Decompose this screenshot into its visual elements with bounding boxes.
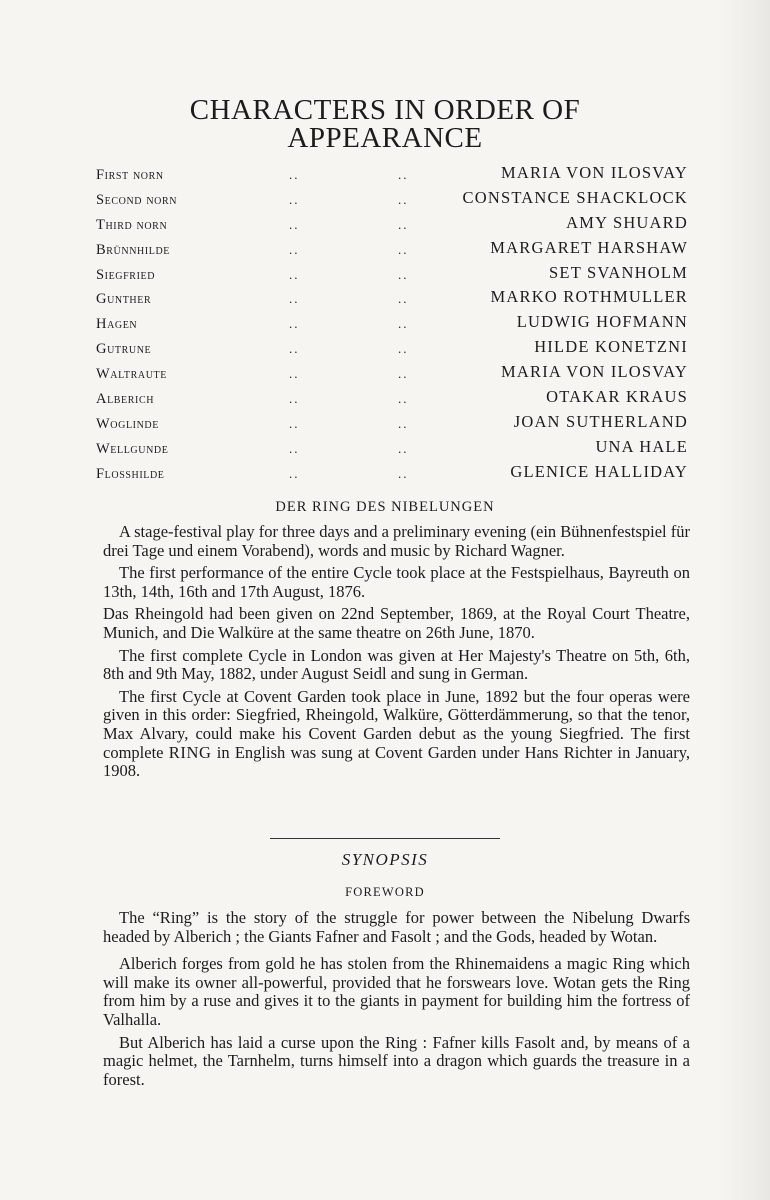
role-name: Woglinde [96, 415, 159, 432]
leader-dots: .. [398, 316, 409, 332]
leader-dots: .. [289, 241, 300, 257]
actor-name: AMY SHUARD [566, 212, 688, 232]
actor-name: MARIA VON ILOSVAY [501, 362, 688, 382]
cast-row [96, 337, 688, 362]
ring-paragraph: The first performance of the entire Cycle took place at the Festspielhaus, Bayreuth on 13th, 14th, 16th and 17th August, 1876. [103, 563, 690, 601]
ring-paragraph: Das Rheingold had been given on 22nd September, 1869, at the Royal Court Theatre, Munich, and Die Walküre at the same theatre on 26th June, 1870. [103, 604, 690, 642]
role-name: Wellgunde [96, 440, 169, 457]
leader-dots: .. [398, 366, 409, 382]
cast-row [96, 312, 688, 337]
actor-name: UNA HALE [595, 436, 688, 456]
role-name: Siegfried [96, 266, 156, 283]
role-name: Flosshilde [96, 465, 165, 482]
synopsis-paragraph: The “Ring” is the story of the struggle for power between the Nibelung Dwarfs headed by Alberich ; the Giants Fafner and Fasolt ; and the Gods, headed by Wotan. [103, 908, 690, 946]
actor-name: SET SVANHOLM [549, 262, 688, 282]
leader-dots: .. [289, 366, 300, 382]
actor-name: MARGARET HARSHAW [490, 237, 688, 257]
page-edge-shadow [718, 0, 770, 1200]
leader-dots: .. [289, 391, 300, 407]
leader-dots: .. [289, 216, 300, 232]
leader-dots: .. [289, 191, 300, 207]
leader-dots: .. [398, 291, 409, 307]
cast-row [96, 238, 688, 263]
leader-dots: .. [398, 241, 409, 257]
leader-dots: .. [289, 316, 300, 332]
ring-small-caps: RING [168, 742, 212, 762]
actor-name: GLENICE HALLIDAY [510, 461, 688, 481]
ring-paragraph [103, 647, 690, 684]
page-title-line-2: APPEARANCE [287, 122, 483, 154]
actor-name: LUDWIG HOFMANN [516, 312, 688, 332]
role-name: Second norn [96, 191, 178, 208]
leader-dots: .. [398, 167, 409, 182]
cast-row [96, 412, 688, 437]
cast-row [96, 462, 688, 487]
cast-list [96, 163, 688, 487]
role-name: Alberich [96, 391, 155, 408]
leader-dots: .. [289, 415, 300, 431]
cast-row [96, 287, 688, 312]
ring-heading: DER RING DES NIBELUNGEN [275, 499, 495, 515]
cast-row [96, 163, 688, 188]
role-name: Third norn [96, 216, 168, 233]
leader-dots: .. [398, 415, 409, 431]
leader-dots: .. [398, 465, 409, 481]
synopsis-paragraph: Alberich forges from gold he has stolen from the Rhinemaidens a magic Ring which will make its owner all-powerful, provided that he forswears love. Wotan gets the Ring from him by a ruse and gives it to the giants in payment for building him the fortress of Valhalla. [103, 954, 690, 1029]
actor-name: HILDE KONETZNI [534, 337, 688, 357]
leader-dots: .. [289, 341, 300, 357]
cast-row [96, 362, 688, 387]
leader-dots: .. [289, 266, 300, 282]
synopsis-heading: SYNOPSIS [341, 850, 429, 869]
ring-paragraph [103, 688, 690, 781]
leader-dots: .. [398, 440, 409, 456]
cast-row [96, 213, 688, 238]
page-title-line-1: CHARACTERS IN ORDER OF [189, 94, 581, 126]
ring-history-text [103, 523, 690, 781]
role-name: Gutrune [96, 341, 152, 358]
cast-row [96, 437, 688, 462]
leader-dots: .. [398, 216, 409, 232]
role-name: Brünnhilde [96, 241, 171, 258]
synopsis-paragraph: But Alberich has laid a curse upon the Ring : Fafner kills Fasolt and, by means of a magic helmet, the Tarnhelm, turns himself into a dragon which guards the treasure in a forest. [103, 1032, 690, 1089]
actor-name: JOAN SUTHERLAND [513, 411, 688, 431]
actor-name: MARKO ROTHMULLER [490, 287, 688, 307]
foreword-heading: FOREWORD [345, 885, 425, 899]
leader-dots: .. [289, 167, 300, 182]
cast-row [96, 387, 688, 412]
actor-name: MARIA VON ILOSVAY [501, 163, 688, 182]
leader-dots: .. [398, 266, 409, 282]
role-name: Hagen [96, 316, 138, 333]
role-name: Waltraute [96, 366, 167, 383]
actor-name: OTAKAR KRAUS [546, 387, 688, 407]
role-name: First norn [96, 167, 164, 183]
role-name: Gunther [96, 291, 152, 308]
synopsis-text [103, 909, 690, 1089]
leader-dots: .. [398, 391, 409, 407]
ring-paragraph-text: The first complete Cycle in London was given at Her Majesty's Theatre on 5th, 6th, 8th and 9th May, 1882, under August Seidl and sung in German. [103, 645, 690, 684]
leader-dots: .. [289, 465, 300, 481]
leader-dots: .. [289, 440, 300, 456]
ring-paragraph-text: in English was sung at Covent Garden under Hans Richter in January, 1908. [103, 742, 691, 781]
actor-name: CONSTANCE SHACKLOCK [462, 187, 688, 207]
leader-dots: .. [398, 341, 409, 357]
leader-dots: .. [398, 191, 409, 207]
ring-paragraph-text: The first Cycle at Covent Garden took place in June, 1892 but the four operas were given in this order: Siegfried, Rheingold, Walküre, Götterdämmerung, so that the tenor, Max Alvary, could make his Covent Garden debut as the young Siegfried. The first complete [103, 686, 690, 762]
leader-dots: .. [289, 291, 300, 307]
ring-paragraph: A stage-festival play for three days and a preliminary evening (ein Bühnenfestspiel für drei Tage und einem Vorabend), words and music by Richard Wagner. [103, 522, 690, 560]
cast-row [96, 263, 688, 288]
cast-row [96, 188, 688, 213]
section-divider [270, 838, 500, 839]
